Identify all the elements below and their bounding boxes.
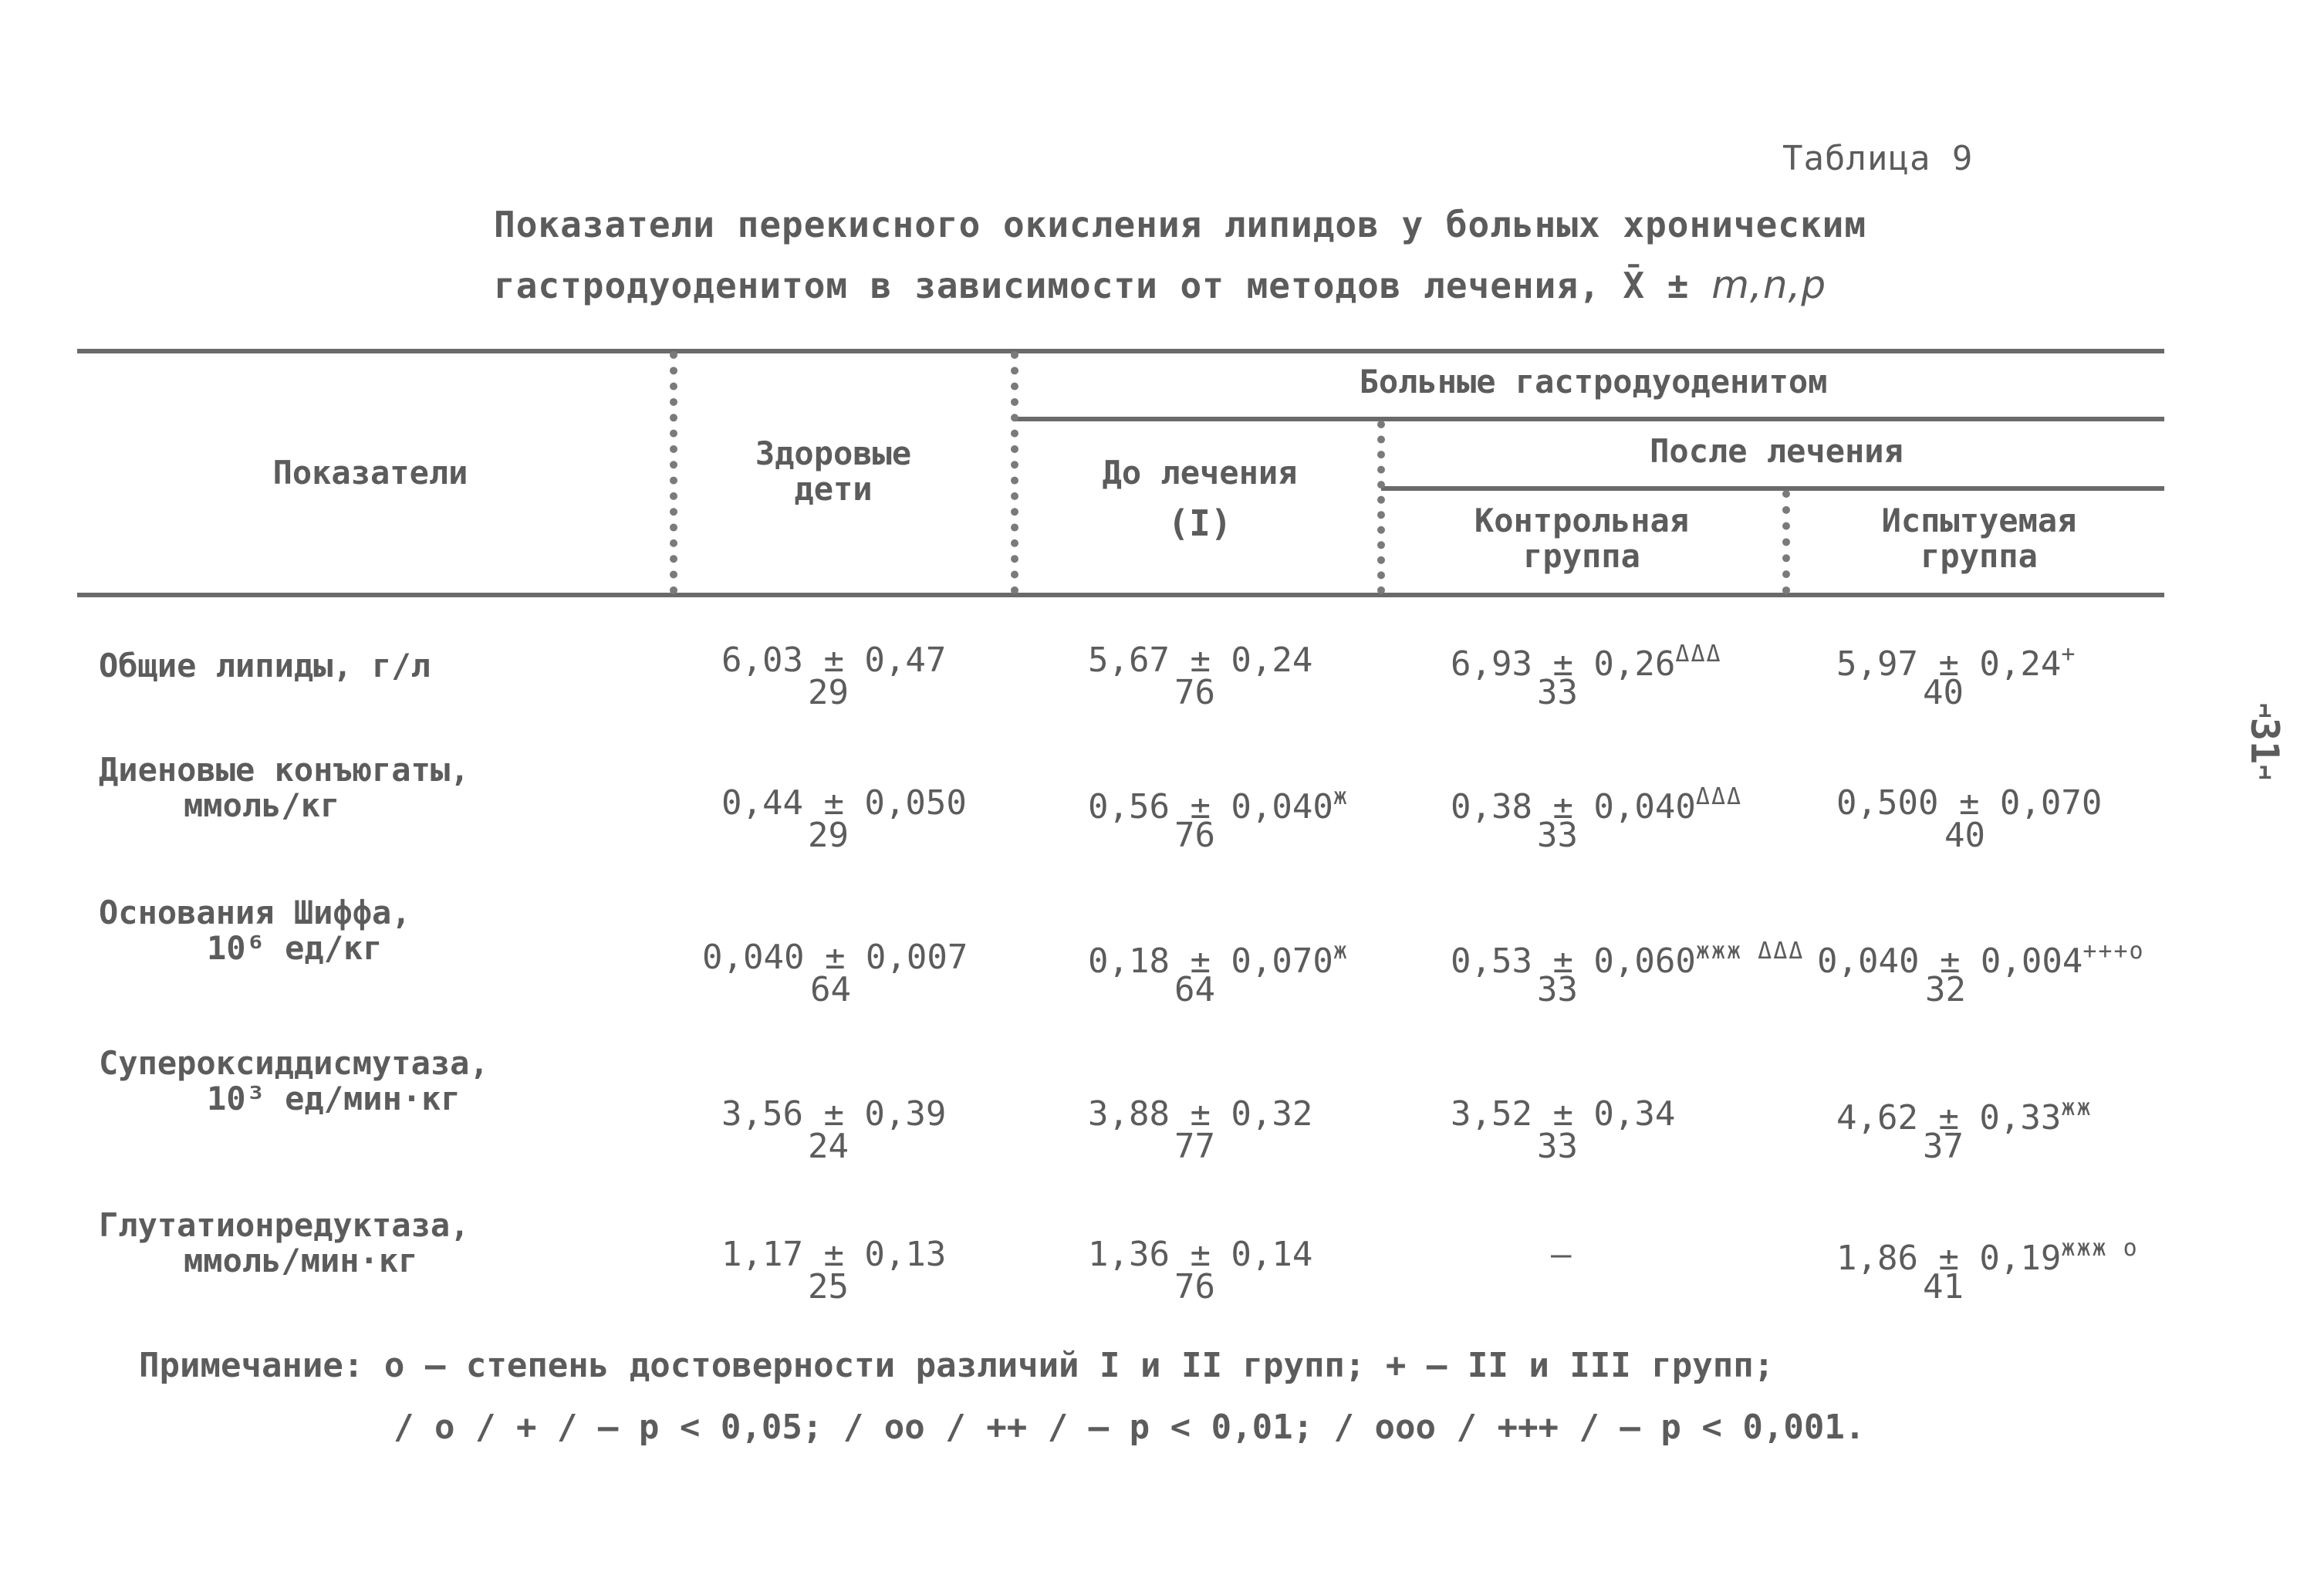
cell-control: $6,93 \pm 0,26^{\Delta\Delta\Delta}$ 33 <box>1451 641 1722 712</box>
cell-control: – <box>1551 1235 1572 1274</box>
cell-before: $0,56 \pm 0,040^ж$ 76 <box>1088 783 1349 855</box>
separator-patients <box>1011 351 1018 594</box>
cell-test: $1,86 \pm 0,19^{жжж o}$ 41 <box>1836 1235 2139 1307</box>
row-label: Диеновые конъюгаты, ммоль/кг <box>99 751 470 824</box>
after-rule <box>1381 486 2164 491</box>
cell-test: $0,040 \pm 0,004^{+++o}$ 32 <box>1817 938 2145 1009</box>
header-after: После лечения <box>1650 432 1903 470</box>
title-handwritten: m,n,p <box>1711 262 1827 307</box>
header-before: До лечения <box>1102 454 1298 492</box>
cell-control: $0,53 \pm 0,060^{жжж \Delta\Delta\Delta}$ 33 <box>1451 938 1805 1009</box>
cell-test: 0,500 ± 0,070 40 <box>1836 783 2103 855</box>
header-patients: Больные гастродуоденитом <box>1359 363 1828 401</box>
cell-healthy: 1,17 ± 0,13 25 <box>721 1235 947 1307</box>
row-label: Супероксиддисмутаза, 10³ ед/мин·кг <box>99 1044 489 1117</box>
cell-before: 1,36 ± 0,14 76 <box>1088 1235 1313 1307</box>
cell-healthy: 0,44 ± 0,050 29 <box>721 783 967 855</box>
title-line-2 <box>494 255 1960 316</box>
header-healthy: Здоровые дети <box>755 434 912 508</box>
title-symbol: X̄ ± <box>1623 265 1690 306</box>
separator-after <box>1377 421 1385 594</box>
cell-before: 5,67 ± 0,24 76 <box>1088 641 1313 712</box>
cell-test: 5,97 ± 0,24+ 40 <box>1836 641 2077 712</box>
cell-control: $0,38 \pm 0,040^{\Delta\Delta\Delta}$ 33 <box>1451 783 1743 855</box>
cell-before: 3,88 ± 0,32 77 <box>1088 1094 1313 1166</box>
separator-test <box>1782 490 1790 594</box>
cell-test: $4,62 \pm 0,33^{жж}$ 37 <box>1836 1094 2093 1166</box>
header-bottom-rule <box>77 593 2164 597</box>
header-control: Контрольная группа <box>1474 502 1690 575</box>
cell-control: 3,52 ± 0,34 33 <box>1451 1094 1676 1166</box>
row-label: Основания Шиффа, 10⁶ ед/кг <box>99 894 411 967</box>
cell-healthy: 6,03 ± 0,47 29 <box>721 641 947 712</box>
cell-healthy: 3,56 ± 0,39 24 <box>721 1094 947 1166</box>
page-number: ı 31 ı <box>2242 696 2288 785</box>
row-label: Глутатионредуктаза, ммоль/мин·кг <box>99 1206 470 1279</box>
row-label: Общие липиды, г/л <box>99 647 431 685</box>
separator-healthy <box>670 351 677 594</box>
note-line-1: Примечание: o – степень достоверности различий I и II групп; + – II и III групп; <box>139 1346 1775 1385</box>
header-indicator: Показатели <box>272 454 468 492</box>
cell-before: $0,18 \pm 0,070^ж$ 64 <box>1088 938 1349 1009</box>
table-number: Таблица 9 <box>1782 139 1974 178</box>
header-before-num: (I) <box>1167 502 1232 544</box>
cell-healthy: 0,040 ± 0,007 64 <box>702 938 968 1009</box>
table-note <box>139 1335 1865 1459</box>
top-rule <box>77 349 2164 353</box>
title-line-1: Показатели перекисного окисления липидов у больных хроническим <box>494 204 1867 245</box>
note-line-2: / o / + / – p < 0,05; / oo / ++ / – p < 0,01; / ooo / +++ / – p < 0,001. <box>394 1408 1866 1447</box>
table-title <box>494 194 1960 316</box>
patients-rule <box>1015 417 2164 421</box>
title-line-2-text: гастродуоденитом в зависимости от методов лечения, <box>494 265 1601 306</box>
header-test: Испытуемая группа <box>1881 502 2077 575</box>
